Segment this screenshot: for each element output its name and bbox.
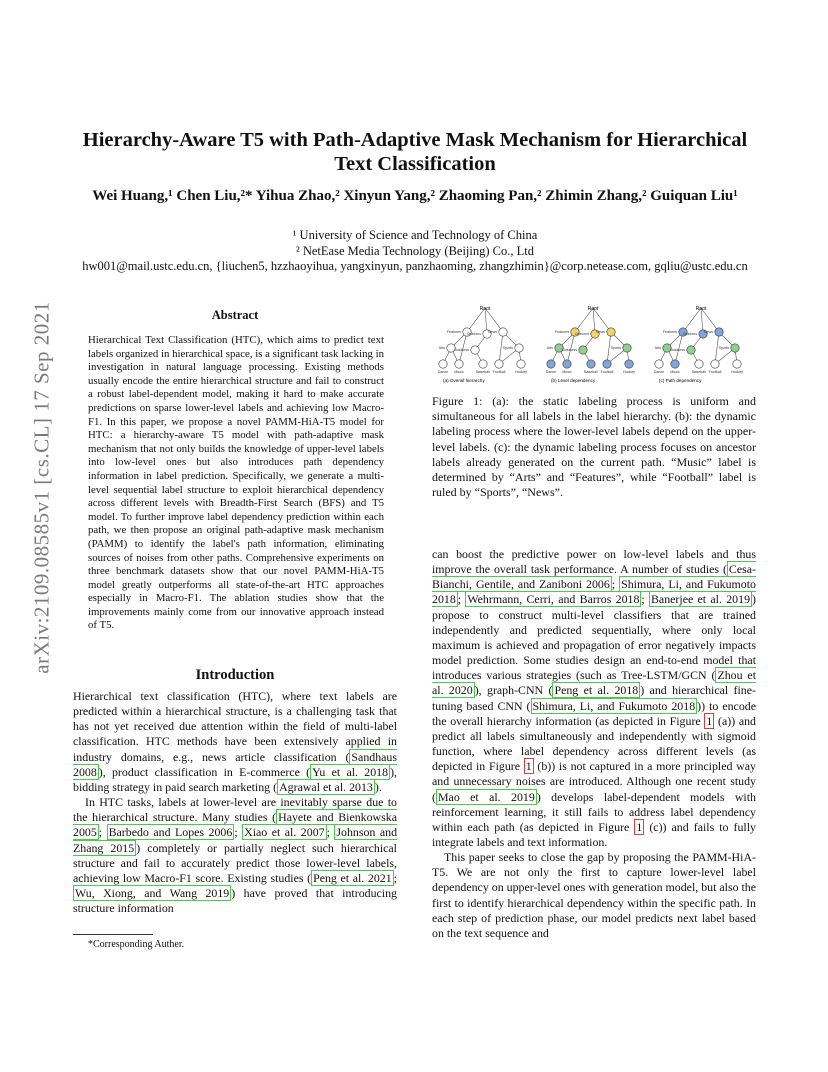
tree-node-label: Sports [718, 346, 729, 350]
tree-subcaption: (b) Level dependency [551, 378, 596, 383]
tree-node-label: Arts [438, 346, 445, 350]
tree-node-label: Arts [654, 346, 661, 350]
hierarchy-tree-2 [546, 306, 635, 383]
affiliation-1: ¹ University of Science and Technology of China [292, 228, 538, 242]
right-column-body [432, 547, 756, 941]
tree-node-label: Opinions [466, 332, 481, 336]
tree-node [455, 360, 463, 368]
tree-node [711, 360, 719, 368]
tree-root-label: Root [587, 306, 599, 312]
citation-link[interactable]: Wu, Xiong, and Wang 2019 [75, 886, 230, 901]
figure-ref-link[interactable]: 1 [525, 759, 532, 774]
tree-node [579, 346, 587, 354]
tree-node-label: Business [562, 348, 577, 352]
citation-link[interactable]: Shimura, Li, and Fukumoto 2018 [532, 698, 696, 713]
citation-link[interactable]: Barbedo and Lopes 2006 [108, 825, 233, 840]
tree-node [687, 346, 695, 354]
tree-root-label: Root [479, 306, 491, 312]
tree-node-label: Opinions [574, 332, 589, 336]
tree-node-label: News [596, 330, 605, 334]
abstract-heading: Abstract [211, 308, 259, 322]
tree-node-label: Baseball [584, 370, 598, 374]
paper-title: Hierarchy-Aware T5 with Path-Adaptive Mask Mechanism for Hierarchical Text Classification [82, 129, 748, 175]
right-paragraph-2: This paper seeks to close the gap by proposing the PAMM-HiA-T5. We are not only the first to capture lower-level label dependency on upper-level ones with generation model, but also the first to identify hierarchical dependency within the specific path. In each step of prediction phase, our model predicts next label based on the text sequence and [432, 850, 757, 940]
tree-node-label: Hockey [731, 370, 743, 374]
tree-node-label: Football [708, 370, 722, 374]
tree-node [671, 360, 679, 368]
citation-link[interactable]: Hayete and Bienkowska 2005 [73, 810, 397, 840]
citation-link[interactable]: Wehrmann, Cerri, and Barros 2018 [467, 592, 640, 607]
tree-node-label: Football [600, 370, 614, 374]
tree-node-label: Dance [653, 370, 665, 374]
tree-node [517, 360, 525, 368]
tree-node [625, 360, 633, 368]
tree-node-label: Sports [610, 346, 621, 350]
tree-node [547, 360, 555, 368]
right-paragraph-1: can boost the predictive power on low-level labels and thus improve the overall task performance. A number of studies ( Cesa-Bianchi, Gentile, and Zaniboni 2006 ; Shimura, Li, and Fukumoto 2018 ; Wehrmann, Cerri, and Barros 2018 ; Banerjee et al. 2019 ) propose to construct multi-level classifiers that are trained independently and predicted sequentially, where only local maximum is achieved and propagation of error negatively impacts model prediction. Some studies design an end-to-end model that introduces various strategies (such as Tree-LSTM/GCN ( Zhou et al. 2020 ), graph-CNN ( Peng et al. 2018 ) and hierarchical fine-tuning based CNN ( Shimura, Li, and Fukumoto 2018 )) to encode the overall hierarchy information (as depicted in Figure 1 (a)) and predict all labels simultaneously and independently with sigmoid function, where label dependency across different levels (as depicted in Figure 1 (b)) is not captured in a more principled way and unnecessary noises are introduced. Although one recent study ( Mao et al. 2019 ) develops label-dependent models with reinforcement learning, it still fails to address label dependency within each path (as depicted in Figure 1 (c)) and fails to fully integrate labels and text information. [432, 547, 756, 849]
citation-link[interactable]: Cesa-Bianchi, Gentile, and Zaniboni 2006 [432, 562, 756, 592]
tree-node [479, 360, 487, 368]
citation-link[interactable]: Johnson and Zhang 2015 [73, 825, 398, 855]
tree-node [471, 346, 479, 354]
tree-node-label: Opinions [682, 332, 697, 336]
tree-node-label: Hockey [623, 370, 635, 374]
figure-1-hierarchy-diagram [437, 302, 757, 388]
figure-ref-link[interactable]: 1 [636, 819, 643, 834]
tree-node-label: Features [554, 330, 569, 334]
intro-paragraph-1: Hierarchical text classification (HTC), where text labels are predicted within a hierarchical structure, is a challenging task that has not yet received due attention within the field of multi-label classification. HTC methods have been extensively applied in industry domains, e.g., news article classification ( Sandhaus 2008 ), product classification in E-commerce ( Yu et al. 2018 ), bidding strategy in paid search marketing ( Agrawal et al. 2013 ). [73, 689, 397, 794]
tree-node [715, 328, 723, 336]
citation-link[interactable]: Agrawal et al. 2013 [279, 779, 373, 794]
footnote-rule [73, 934, 153, 935]
citation-link[interactable]: Xiao et al. 2007 [244, 825, 325, 840]
tree-node [733, 360, 741, 368]
tree-node [655, 360, 663, 368]
author-list: Wei Huang,¹ Chen Liu,²* Yihua Zhao,² Xinyun Yang,² Zhaoming Pan,² Zhimin Zhang,² Guiquan Liu¹ [92, 188, 738, 204]
tree-node-label: Baseball [476, 370, 490, 374]
tree-node-label: Dance [545, 370, 557, 374]
tree-node-label: Features [446, 330, 461, 334]
tree-node-label: Arts [546, 346, 553, 350]
tree-node-label: Dance [437, 370, 449, 374]
tree-node [623, 344, 631, 352]
affiliations [70, 228, 760, 275]
tree-node-label: News [488, 330, 497, 334]
tree-node [695, 360, 703, 368]
tree-node-label: Football [492, 370, 506, 374]
abstract-text: Hierarchical Text Classification (HTC), which aims to predict text labels organized in hierarchical space, is a significant task lacking in investigation in natural language processing. Existing methods usually encode the entire hierarchical structure and fail to construct a robust label-dependent model, making it hard to make accurate predictions on sparse lower-level labels and achieving low Macro-F1. In this paper, we propose a novel PAMM-HiA-T5 model for HTC: a hierarchy-aware T5 model with path-adaptive mask mechanism that not only builds the knowledge of upper-level labels into low-level ones but also introduces path dependency information in label prediction. Specifically, we generate a multi-level sequential label structure to exploit hierarchical dependency across different levels with Breadth-First Search (BFS) and T5 model. To further improve label dependency prediction within each path, we then propose an original path-adaptive mask mechanism (PAMM) to identify the label's path information, eliminating sources of noises from other paths. Comprehensive experiments on three benchmark datasets show that our novel PAMM-HiA-T5 model greatly outperforms all state-of-the-art HTC approaches especially in Macro-F1. The ablation studies show that the improvements mainly come from our innovative approach instead of T5. [88, 334, 384, 632]
tree-node-label: Business [454, 348, 469, 352]
tree-node [515, 344, 523, 352]
tree-node [603, 360, 611, 368]
hierarchy-tree-3 [654, 306, 743, 383]
tree-node [439, 360, 447, 368]
tree-node [731, 344, 739, 352]
tree-node-label: Sports [502, 346, 513, 350]
figure-1-caption: Figure 1: (a): the static labeling process is uniform and simultaneous for all labels in the label hierarchy. (b): the dynamic labeling process where the lower-level labels depend on the upper-level labels. (c): the dynamic labeling process focuses on ancestor labels already generated on the current path. “Music” label is determined by “Arts” and “Features”, while “Football” label is ruled by “Sports”, “News”. [432, 394, 756, 500]
tree-node [563, 360, 571, 368]
citation-link[interactable]: Banerjee et al. 2019 [651, 592, 751, 607]
tree-node-label: Features [662, 330, 677, 334]
tree-node-label: Music [454, 370, 464, 374]
tree-node-label: Hockey [515, 370, 527, 374]
tree-node [607, 328, 615, 336]
tree-node-label: Music [670, 370, 680, 374]
citation-link[interactable]: Zhou et al. 2020 [432, 668, 756, 698]
hierarchy-tree-1 [438, 306, 527, 383]
intro-paragraph-2: In HTC tasks, labels at lower-level are inevitably sparse due to the hierarchical structure. Many studies ( Hayete and Bienkowska 2005 ; Barbedo and Lopes 2006 ; Xiao et al. 2007 ; Johnson and Zhang 2015 ) completely or partially neglect such hierarchical structure and fail to accurately predict those lower-level labels, achieving low Macro-F1 score. Existing studies ( Peng et al. 2021 ; Wu, Xiong, and Wang 2019 ) have proved that introducing structure information [73, 795, 398, 916]
intro-body [73, 689, 397, 916]
footnote: *Corresponding Auther. [88, 939, 185, 950]
tree-node-label: Baseball [692, 370, 706, 374]
tree-root-label: Root [695, 306, 707, 312]
citation-link[interactable]: Sandhaus 2008 [73, 749, 397, 779]
citation-link[interactable]: Yu et al. 2018 [312, 764, 389, 779]
citation-link[interactable]: Mao et al. 2019 [437, 789, 535, 804]
tree-node-label: News [704, 330, 713, 334]
author-emails: hw001@mail.ustc.edu.cn, {liuchen5, hzzhaoyihua, yangxinyun, panzhaoming, zhangzhimin}@corp.netease.com, gqliu@ustc.edu.cn [82, 259, 748, 273]
tree-node [587, 360, 595, 368]
tree-node-label: Music [562, 370, 572, 374]
tree-node [495, 360, 503, 368]
arxiv-stamp: arXiv:2109.08585v1 [cs.CL] 17 Sep 2021 [29, 301, 54, 674]
tree-subcaption: (c) Path dependency [659, 378, 702, 383]
citation-link[interactable]: Peng et al. 2018 [554, 683, 639, 698]
intro-heading: Introduction [195, 667, 275, 683]
affiliation-2: ² NetEase Media Technology (Beijing) Co., Ltd [295, 243, 534, 258]
tree-node [499, 328, 507, 336]
tree-node-label: Business [670, 348, 685, 352]
tree-subcaption: (a) Overall hierarchy [443, 378, 485, 383]
figure-ref-link[interactable]: 1 [706, 713, 713, 728]
citation-link[interactable]: Peng et al. 2021 [313, 870, 392, 885]
citation-link[interactable]: Shimura, Li, and Fukumoto 2018 [432, 577, 756, 607]
